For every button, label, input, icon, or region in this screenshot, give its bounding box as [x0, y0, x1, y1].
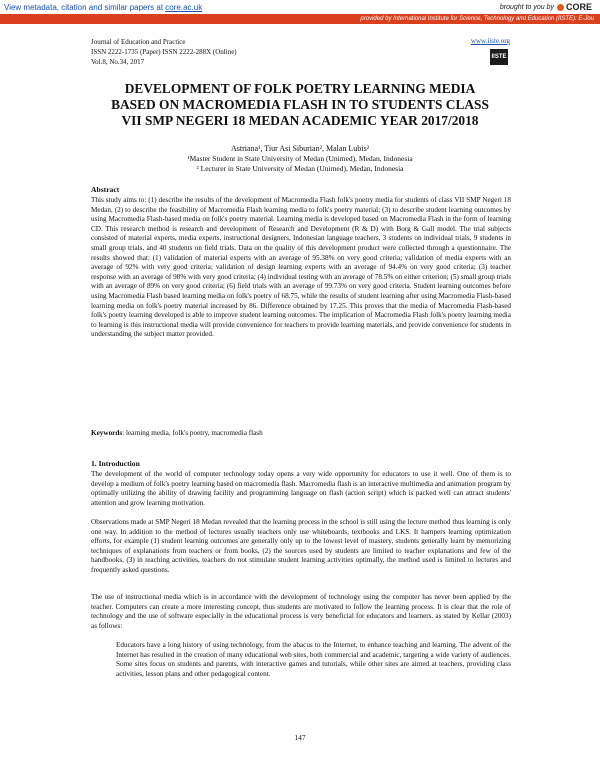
- core-logo-text: CORE: [565, 2, 592, 12]
- journal-volume: Vol.8, No.34, 2017: [91, 58, 145, 66]
- core-logo: [557, 2, 592, 12]
- journal-url-block: [470, 37, 510, 65]
- core-metadata-text: [4, 3, 202, 12]
- abstract-heading-text: Abstract: [91, 185, 120, 194]
- iiste-logo: IISTE: [490, 49, 508, 65]
- authors: Astriana¹, Tiur Asi Siburian², Malan Lubis²: [230, 144, 370, 153]
- journal-url[interactable]: www.iiste.org: [470, 37, 510, 45]
- core-brand[interactable]: [500, 2, 592, 12]
- affiliation-2: ² Lecturer in State University of Medan (Unimed), Medan, Indonesia: [196, 164, 404, 173]
- core-link[interactable]: core.ac.uk: [165, 3, 203, 12]
- journal-issn: ISSN 2222-1735 (Paper) ISSN 2222-288X (Online): [91, 48, 237, 56]
- intro-paragraph-2: Observations made at SMP Negeri 18 Medan revealed that the learning process in the school is still using the lecture method thus learning is only one way. In addition to the method of lectures usually teachers only use whiteboards, textbooks and LKS. It hampers learning optimization efforts, for example (1) student learning outcomes are generally only up to the lowest level of mastery, students generally learn by memorizing techniques of explanations from teachers or from books, (2) the sources used by students are limited to teacher explanations and few of the handbooks, (3) in teaching activities, teachers do not stimulate student learning activities optimally, the method used is limited to lectures and frequently asked questions.: [91, 518, 511, 574]
- intro-heading: [91, 459, 511, 470]
- intro-paragraph-1: The development of the world of computer technology today opens a very wide opportunity for educators to use it well. One of them is to develop a medium of folk's poetry learning based on macromedia flash. Macromedia flash is an interactive multimedia and animation program by optimally utilizing the ability of drawing facility and programming language on flash (action script) which is packed well can attract students' attention and grow learning motivation.: [91, 470, 511, 507]
- title-line: VII SMP NEGERI 18 MEDAN ACADEMIC YEAR 2017/2018: [121, 113, 479, 128]
- brought-by-label: brought to you by: [499, 3, 554, 11]
- title-line: DEVELOPMENT OF FOLK POETRY LEARNING MEDIA: [124, 81, 476, 96]
- core-metadata-label: View metadata, citation and similar papers at: [4, 3, 164, 12]
- keywords-text: : learning media, folk's poetry, macromedia flash: [122, 429, 263, 437]
- keywords: [91, 429, 511, 439]
- intro-paragraph-3: The use of instructional media which is in accordance with the development of technology using the computer has never been applied by the teacher. Computers can create a more interesting concept, thus students are motivated to follow the learning process. It is clear that the role of technology and the use of software especially in the educational process is very beneficial for educators and learners. as stated by Kellar (2003) as follows:: [91, 593, 511, 630]
- provided-by-bar[interactable]: provided by International Institute for Science, Technology and Education (IISTE): E-Jou: [0, 14, 600, 24]
- affiliation-1: ¹Master Student in State University of Medan (Unimed), Medan, Indonesia: [187, 154, 413, 163]
- paper-title: [80, 81, 520, 129]
- journal-name: Journal of Education and Practice: [91, 38, 186, 46]
- page-number: 147: [294, 733, 306, 742]
- keywords-label: Keywords: [91, 429, 123, 437]
- core-dot-icon: [557, 4, 564, 11]
- intro-quote: Educators have a long history of using technology, from the abacus to the Internet, to enhance teaching and learning. The advent of the Internet has resulted in the creation of many educational web sites, both commercial and academic, targeting a wide variety of audiences. Some sites focus on students and parents, with interactive games and tutorials, while other sites are aimed at teachers, providing class activities, lesson plans and other pedagogical content.: [116, 641, 511, 678]
- abstract-heading: [91, 185, 511, 196]
- title-line: BASED ON MACROMEDIA FLASH IN TO STUDENTS CLASS: [111, 97, 489, 112]
- abstract-body: This study aims to: (1) describe the results of the development of Macromedia Flash folk's poetry media for students of class VII SMP Negeri 18 Medan, (2) to describe the feasibility of Macromedia Flash learning media to folk's poetry material; (3) to describe student learning outcomes by using Macromedia Flash-based media on folk's poetry material. Learning media is developed based on Macromedia Flash in the form of learning CD. This research method is research and development of Research and Development (R & D) with Borg & Gall model. The trial subjects consisted of material experts, media experts, instructional designers, Indonesian language teachers, 3 students on individual trials, 9 students in small group trials, and 40 students on field trials. Data on the quality of this development product were collected through a questionnaire. The results showed that: (1) validation of material experts with an average of 95.38% on very good criteria; validation of media experts with an average of 92% with very good criteria; validation of design learning experts with an average of 94.4% on very good criteria; (3) teacher response with an average of 98% with very good criteria; (4) individual testing with an average of 78.5% on either criterion; (5) small group trials with an average of 89% on very good criteria; (6) field trials with an average of 99.73% on very good criteria. Student learning outcomes before using Macromedia Flash based learning media on folk's poetry of 68.75, while the results of student learning after using Macromedia Flash-based learning media on folk's poetry material increased by 86. Difference obtained by 17.25. This proves that the media of Macromedia Flash-based folk's poetry learning developed is able to improve student learning outcomes. The implication of Macromedia Flash folk's poetry learning media to learning is this instructional media will provide convenience for teachers to provide learning materials, and provide convenience for students in understanding the subject matter provided.: [91, 196, 511, 339]
- intro-heading-text: 1. Introduction: [91, 459, 140, 468]
- journal-info: [91, 37, 237, 67]
